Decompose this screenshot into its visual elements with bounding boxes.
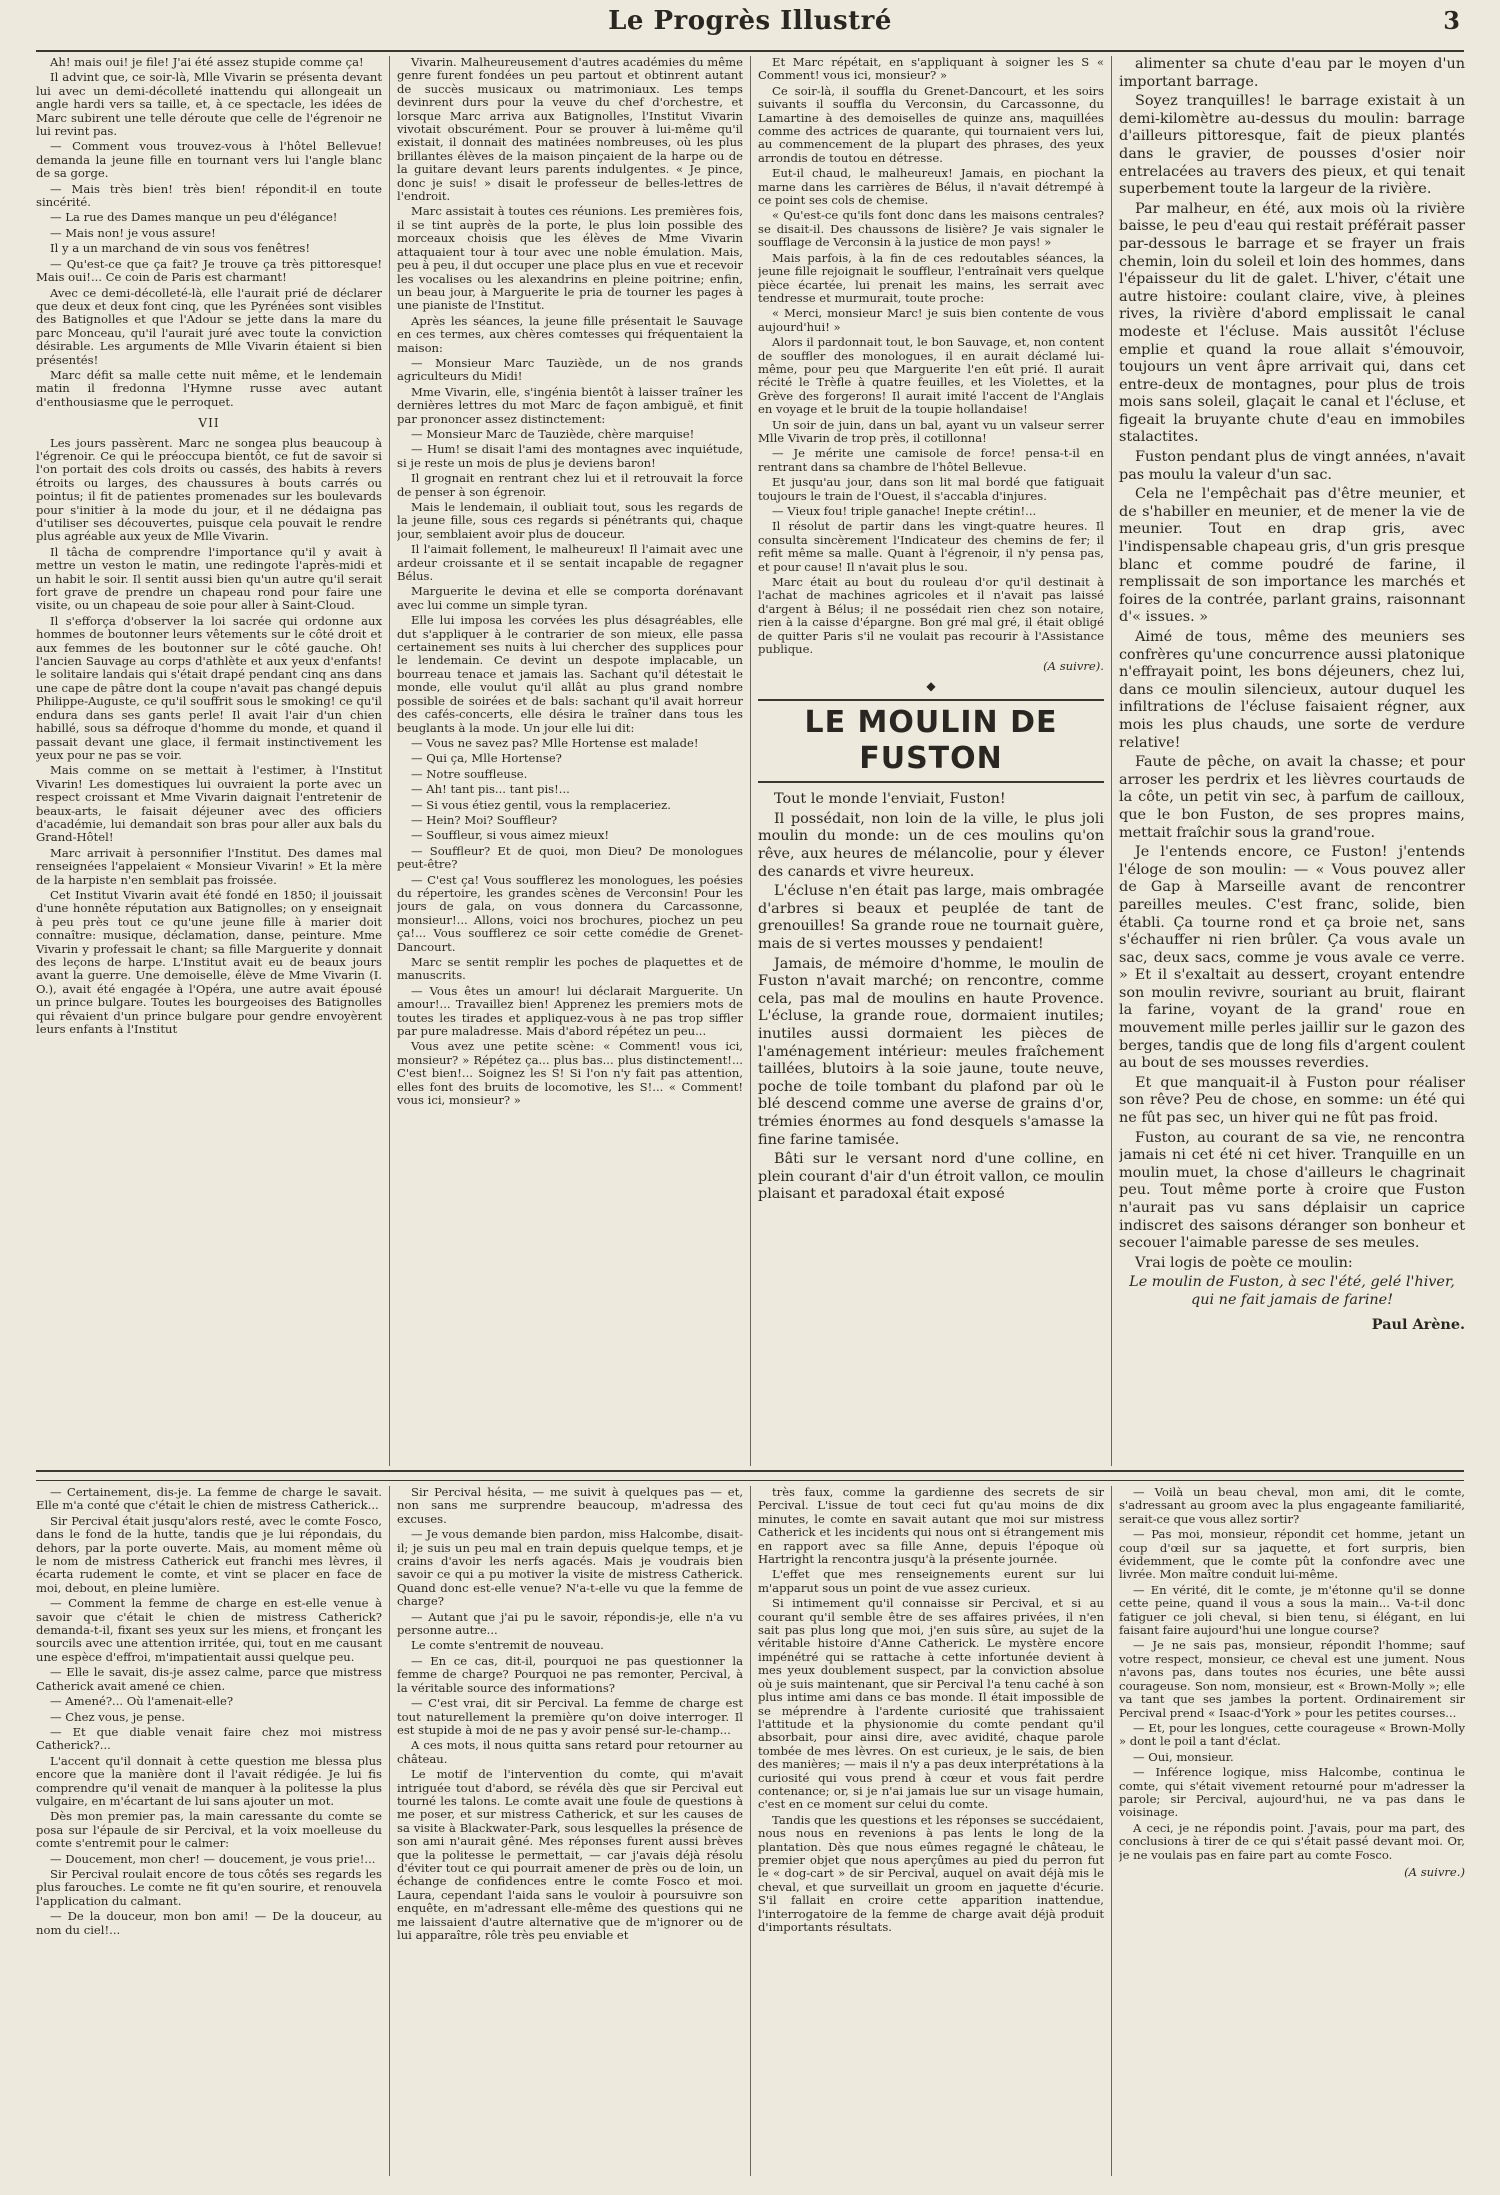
paragraph: Marc se sentit remplir les poches de plaquettes et de manuscrits. [397, 955, 743, 983]
paragraph: Marc était au bout du rouleau d'or qu'il destinait à l'achat de machines agricoles et il n'avait pas laissé d'argent à Bélus; il ne possédait rien chez son notaire, rien à la caisse d'épargne. Bon gré mal gré, il était obligé de quitter Paris s'il ne voulait pas recourir à l'Assistance publique. [758, 575, 1104, 657]
feuilleton-part-4 [1119, 1486, 1465, 1862]
feature-body-continued [1119, 56, 1465, 1272]
paragraph: L'écluse n'en était pas large, mais ombragée d'arbres si beaux et peuplée de tant de grenouilles! Sa grande roue ne tournait guère, mais de si vertes mousses y pendaient! [758, 883, 1104, 953]
paragraph: Elle lui imposa les corvées les plus désagréables, elle dut s'appliquer à le contrarier de son mieux, elle passa certainement ses nuits à lui chercher des supplices pour le lendemain. Ce devint un despote implacable, un bourreau tenace et jamais las. Sachant qu'il détestait le monde, elle voulut qu'il allât au plus grand nombre possible de soirées et de bals: sachant qu'il avait horreur des cafés-concerts, elle désira le traîner dans tous les beuglants à la mode. Un jour elle lui dit: [397, 613, 743, 735]
paragraph: — Ah! tant pis... tant pis!... [411, 782, 570, 797]
top-column-4 [1119, 56, 1465, 1466]
paragraph: — Certainement, dis-je. La femme de charge le savait. Elle m'a conté que c'était le chien de mistress Catherick... [36, 1486, 382, 1513]
paragraph: « Merci, monsieur Marc! je suis bien contente de vous aujourd'hui! » [758, 306, 1104, 334]
paragraph: — C'est vrai, dit sir Percival. La femme de charge est tout naturellement la première qu'on doive interroger. Il est stupide à moi de ne pas y avoir pensé sur-le-champ... [397, 1696, 743, 1737]
paragraph: Dès mon premier pas, la main caressante du comte se posa sur l'épaule de sir Percival, et la voix moelleuse du comte s'entremit pour le calmer: [36, 1809, 382, 1851]
bottom-band [36, 1486, 1464, 2176]
paragraph: Jamais, de mémoire d'homme, le moulin de Fuston n'avait marché; on rencontre, comme cela, pas mal de moulins en haute Provence. L'écluse, la grande roue, dormaient inutiles; inutiles aussi dormaient les pièces de l'aménagement intérieur: meules fraîchement taillées, blutoirs à la soie jaune, toute neuve, poche de toile tombant du plafond par où le blé descend comme une averse de grains d'or, trémies énormes au fond desquels s'amasse la fine farine tamisée. [758, 955, 1104, 1148]
paragraph: — Amené?... Où l'amenait-elle? [50, 1694, 234, 1709]
feature-body [758, 791, 1104, 1204]
paragraph: — Vous êtes un amour! lui déclarait Marguerite. Un amour!... Travaillez bien! Apprenez les premiers mots de toutes les tirades et appliquez-vous à ne pas trop siffler par pure maladresse. Mais d'abord répétez un peu... [397, 983, 743, 1039]
paragraph: très faux, comme la gardienne des secrets de sir Percival. L'issue de tout ceci fut qu'au moins de dix minutes, le comte en savait autant que moi sur mistress Catherick et les incidents qui nous ont si étrangement mis en rapport avec sa fille Anne, depuis l'époque où Hartright la rencontra jusqu'à la présente journée. [758, 1486, 1104, 1567]
paragraph: — Qui ça, Mlle Hortense? [411, 751, 562, 766]
to-be-continued: (A suivre.) [1404, 1864, 1465, 1879]
feuilleton-part-3 [758, 1486, 1104, 1934]
paragraph: Cela ne l'empêchait pas d'être meunier, et de s'habiller en meunier, et de mener la vie de meunier. Tout en drap gris, avec l'indispensable chapeau gris, d'un gris presque blanc et comme poudré de farine, il remplissait de son importance les marchés et foires de la contrée, parlant grains, raisonnant d'« issues. » [1119, 486, 1465, 626]
paragraph: — Hein? Moi? Souffleur? [411, 812, 558, 827]
newspaper-title: Le Progrès Illustré [608, 6, 892, 36]
paragraph: — Doucement, mon cher! — doucement, je vous prie!... [50, 1851, 376, 1866]
column-rule [1111, 1486, 1112, 2176]
top-column-2 [397, 56, 743, 1466]
paragraph: Fuston, au courant de sa vie, ne rencontra jamais ni cet été ni cet hiver. Tranquille en un moulin muet, la chose d'ailleurs le chagrinait peu. Tout même porte à croire que Fuston n'aurait pas vu sans déplaisir un caprice indiscret des saisons déranger son bonheur et secouer l'aimable paresse de ses meules. [1119, 1129, 1465, 1252]
paragraph: Sir Percival hésita, — me suivit à quelques pas — et, non sans me surprendre beaucoup, m'adressa des excuses. [397, 1486, 743, 1526]
column-rule [750, 1486, 751, 2176]
top-band [36, 56, 1464, 1466]
page-number: 3 [1443, 6, 1460, 35]
paragraph: Vrai logis de poète ce moulin: [1135, 1254, 1353, 1271]
column-rule [389, 56, 390, 1466]
paragraph: Je l'entends encore, ce Fuston! j'entends l'éloge de son moulin: — « Vous pouvez aller de Gap à Marseille avant de rencontrer pareilles meules. C'est franc, solide, bien établi. Ça tourne rond et ça broie net, sans s'échauffer ni rien brûler. Ça vous avale un sac, deux sacs, comme je vous avale ce verre. » Et il s'exaltait au dessert, croyant entendre son moulin revivre, souriant au bruit, flairant la farine, voyant de la grand' roue en mouvement mille perles jaillir sur le gazon des berges, tandis que de long fils d'argent coulent au bout de ses mousses reverdies. [1119, 844, 1465, 1072]
paragraph: Si intimement qu'il connaisse sir Percival, et si au courant qu'il semble être de ses affaires privées, il n'en sait pas plus long que moi, j'en suis sûre, au sujet de la véritable histoire d'Anne Catherick. Le mystère encore impénétré qui se rattache à cette infortunée devient à mes yeux doublement suspect, par la conviction absolue où je suis maintenant, que sir Percival l'a tenu caché à son plus intime ami dans ce bas monde. Il était impossible de se méprendre à l'ardente curiosité que trahissaient l'attitude et la physionomie du comte pendant qu'il absorbait, pour ainsi dire, avec avidité, chaque parole tombée de mes lèvres. On est curieux, je le sais, de bien des manières; — mais il n'y a pas deux interprétations à la curiosité qui vous prend à cœur et vous fait perdre contenance; or, si je n'ai jamais lue sur un visage humain, c'est en ce moment sur celui du comte. [758, 1596, 1104, 1812]
bottom-column-3 [758, 1486, 1104, 2176]
paragraph: alimenter sa chute d'eau par le moyen d'un important barrage. [1119, 56, 1465, 90]
paragraph: Il grognait en rentrant chez lui et il retrouvait la force de penser à son égrenoir. [397, 471, 743, 499]
paragraph: Le motif de l'intervention du comte, qui m'avait intriguée tout d'abord, se révéla dès que sir Percival eut tourné les talons. Le comte avait une foule de questions à me poser, et sur mistress Catherick, et sur les causes de sa visite à Blackwater-Park, sous lesquelles la présence de son ami n'aurait gêné. Mes réponses furent aussi brèves que la politesse le permettait, — car j'avais déjà résolu d'éviter tout ce qui pourrait amener de près ou de loin, un échange de confidences entre le comte Fosco et moi. Laura, cependant l'aida sans le vouloir à poursuivre son enquête, en m'adressant elle-même des questions qui ne me laissaient d'autre alternative que de m'ignorer ou de lui apparaître, rôle très peu enviable et [397, 1767, 743, 1942]
paragraph: Ah! mais oui! je file! J'ai été assez stupide comme ça! [50, 56, 364, 69]
paragraph: Tout le monde l'enviait, Fuston! [774, 791, 1006, 808]
paragraph: Et jusqu'au jour, dans son lit mal bordé que fatiguait toujours le train de l'Ouest, il s'accabla d'injures. [758, 475, 1104, 503]
paragraph: Bâti sur le versant nord d'une colline, en plein courant d'air d'un étroit vallon, ce moulin plaisant et paradoxal était exposé [758, 1151, 1104, 1203]
paragraph: — Souffleur, si vous aimez mieux! [411, 828, 610, 843]
paragraph: Marc arrivait à personnifier l'Institut. Des dames mal renseignées l'appelaient « Monsieur Vivarin! » Et la mère de la harpiste n'en semblait pas froissée. [36, 845, 382, 887]
paragraph: — Je mérite une camisole de force! pensa-t-il en rentrant dans sa chambre de l'hôtel Bellevue. [758, 446, 1104, 474]
serial-continuation [397, 56, 743, 1107]
paragraph: — Comment la femme de charge en est-elle venue à savoir que c'était le chien de mistress Catherick? demanda-t-il, fixant ses yeux sur les miens, et fronçant les sourcils avec une attention irritée, qui, tout en me causant une espèce d'effroi, m'impatientait aussi quelque peu. [36, 1596, 382, 1664]
paragraph: — De la douceur, mon bon ami! — De la douceur, au nom du ciel!... [36, 1909, 382, 1937]
paragraph: Aimé de tous, même des meuniers ses confrères qu'une concurrence aussi platonique n'effrayait point, les bons déjeuners, chez lui, dans ce moulin silencieux, autour duquel les infiltrations de l'écluse faisaient régner, aux mois les plus chauds, une sorte de verdure relative! [1119, 629, 1465, 751]
paragraph: — Notre souffleuse. [411, 766, 528, 781]
paragraph: Par malheur, en été, aux mois où la rivière baisse, le peu d'eau qui restait préférait passer par-dessous le barrage et se frayer un frais chemin, loin du soleil et loin des hommes, dans l'épaisseur du lit de galet. L'hiver, c'était une autre histoire: coulant claire, vive, à pleines rives, la rivière d'abord emplissait le canal modeste et l'écluse. Mais aussitôt l'écluse emplie et quand la roue allait s'émouvoir, toujours un vent âpre arrivait qui, dans cet entre-deux de montagnes, pour plus de trois mois sans soleil, glaçait le canal et l'écluse, et figeait la bruyante chute d'eau en immobiles stalactites. [1119, 200, 1465, 446]
paragraph: Tandis que les questions et les réponses se succédaient, nous nous en revenions à pas lents le long de la plantation. Dès que nous eûmes regagné le château, le premier objet que nous aperçûmes au pied du perron fut le « dog-cart » de sir Percival, auquel on avait déjà mis le cheval, et que surveillait un groom en jaquette d'écurie. S'il fallait en croire cette apparition inattendue, l'interrogatoire de la femme de charge avait déjà produit d'importants résultats. [758, 1812, 1104, 1934]
paragraph: A ces mots, il nous quitta sans retard pour retourner au château. [397, 1738, 743, 1766]
paragraph: — Comment vous trouvez-vous à l'hôtel Bellevue! demanda la jeune fille en tournant vers lui l'angle blanc de sa gorge. [36, 139, 382, 181]
paragraph: Fuston pendant plus de vingt années, n'avait pas moulu la valeur d'un sac. [1119, 449, 1465, 483]
paragraph: — Je vous demande bien pardon, miss Halcombe, disait-il; je suis un peu mal en train depuis quelque temps, et je crains d'avoir les nerfs agacés. Mais je voudrais bien savoir ce qui a pu motiver la visite de mistress Catherick. Quand donc est-elle venue? N'a-t-elle vu que la femme de charge? [397, 1527, 743, 1609]
paragraph: — En ce cas, dit-il, pourquoi ne pas questionner la femme de charge? Pourquoi ne pas remonter, Percival, à la véritable source des informations? [397, 1653, 743, 1695]
paragraph: — Mais très bien! très bien! répondit-il en toute sincérité. [36, 181, 382, 210]
feature-verse: Le moulin de Fuston, à sec l'été, gelé l'hiver, qui ne fait jamais de farine! [1129, 1274, 1455, 1308]
paragraph: Sir Percival était jusqu'alors resté, avec le comte Fosco, dans le fond de la hutte, tandis que je lui répondais, du dehors, par la porte ouverte. Mais, au moment même où le nom de mistress Catherick eut franchi mes lèvres, il écarta rudement le comte, et vint se placer en face de moi, debout, en pleine lumière. [36, 1513, 382, 1595]
paragraph: Et Marc répétait, en s'appliquant à soigner les S « Comment! vous ici, monsieur? » [758, 56, 1104, 83]
chapter-heading: VII [198, 416, 220, 431]
paragraph: Avec ce demi-décolleté-là, elle l'aurait prié de déclarer que deux et deux font cinq, que les Pyrénées sont visibles des Batignolles et que l'Adour se jette dans la mare du parc Monceau, qu'il l'aurait juré avec toute la conviction désirable. Les arguments de Mlle Vivarin étaient si bien présentés! [36, 285, 382, 367]
column-rule [750, 56, 751, 1466]
paragraph: Il possédait, non loin de la ville, le plus joli moulin du monde: un de ces moulins qu'on rêve, aux heures de mélancolie, pour y élever des canards et vivre heureux. [758, 810, 1104, 880]
paragraph: — Je ne sais pas, monsieur, répondit l'homme; sauf votre respect, monsieur, ce cheval est une jument. Nous n'avons pas, dans toutes nos écuries, une bête aussi courageuse. Son nom, monsieur, est « Brown-Molly »; elle va tant que ses jambes la portent. Ordinairement sir Percival prend « Isaac-d'York » pour les petites courses... [1119, 1638, 1465, 1720]
feuilleton-part-2 [397, 1486, 743, 1942]
paragraph: L'accent qu'il donnait à cette question me blessa plus encore que la manière dont il l'avait rédigée. Je lui fis comprendre qu'il venait de manquer à la politesse la plus vulgaire, en m'écartant de lui sans ajouter un mot. [36, 1753, 382, 1808]
paragraph: Vous avez une petite scène: « Comment! vous ici, monsieur? » Répétez ça... plus bas... plus distinctement!... C'est bien!... Soignez les S! Si l'on n'y fait pas attention, elles font des bruits de locomotive, les S!... « Comment! vous ici, monsieur? » [397, 1039, 743, 1108]
paragraph: « Qu'est-ce qu'ils font donc dans les maisons centrales? se disait-il. Des chaussons de lisière? Je vais signaler le soufflage de Verconsin à la justice de mon pays! » [758, 208, 1104, 250]
bottom-column-1 [36, 1486, 382, 2176]
paragraph: — Souffleur? Et de quoi, mon Dieu? De monologues peut-être? [397, 843, 743, 872]
paragraph: — En vérité, dit le comte, je m'étonne qu'il se donne cette peine, quand il vous a sous la main... Va-t-il donc fatiguer ce joli cheval, si bien tenu, si élégant, en lui faisant faire aujourd'hui une longue course? [1119, 1582, 1465, 1638]
feature-headline: LE MOULIN DE FUSTON [758, 699, 1104, 783]
paragraph: — Hum! se disait l'ami des montagnes avec inquiétude, si je reste un mois de plus je deviens baron! [397, 442, 743, 470]
paragraph: Ce soir-là, il souffla du Grenet-Dancourt, et les soirs suivants il souffla du Verconsin, du Carcassonne, du Lamartine à des demoiselles de quinze ans, maquillées comme des actrices de quarante, qui tournaient vers lui, au commencement de la plupart des phrases, des yeux arrondis de toutou en détresse. [758, 83, 1104, 165]
paragraph: A ceci, je ne répondis point. J'avais, pour ma part, des conclusions à tirer de ce qui s'était passé devant moi. Or, je ne voulais pas en faire part au comte Fosco. [1119, 1820, 1465, 1862]
paragraph: — Si vous étiez gentil, vous la remplaceriez. [411, 797, 671, 812]
paragraph: — Et, pour les longues, cette courageuse « Brown-Molly » dont le poil a tant d'éclat. [1119, 1720, 1465, 1749]
paragraph: — Monsieur Marc de Tauziède, chère marquise! [411, 426, 695, 441]
serial-part-1 [36, 56, 382, 409]
paragraph: Eut-il chaud, le malheureux! Jamais, en piochant la marne dans les carrières de Bélus, il n'avait détrempé à ce point ses cols de chemise. [758, 166, 1104, 208]
paragraph: — Inférence logique, miss Halcombe, continua le comte, qui s'était vivement retourné pour m'adresser la parole; sir Percival, aujourd'hui, ne va pas dans le voisinage. [1119, 1765, 1465, 1820]
paragraph: Marguerite le devina et elle se comporta dorénavant avec lui comme un simple tyran. [397, 584, 743, 612]
paragraph: Le comte s'entremit de nouveau. [411, 1638, 604, 1653]
paragraph: L'effet que mes renseignements eurent sur lui m'apparut sous un point de vue assez curieux. [758, 1567, 1104, 1595]
author-signature: Paul Arène. [1371, 1315, 1465, 1333]
bottom-column-4 [1119, 1486, 1465, 2176]
paragraph: — Monsieur Marc Tauziède, un de nos grands agriculteurs du Midi! [397, 355, 743, 384]
paragraph: Il advint que, ce soir-là, Mlle Vivarin se présenta devant lui avec un demi-décolleté inattendu qui allongeait un angle hardi vers sa taille, et, à ce spectacle, les idées de Marc subirent une telle déroute que celle de l'égrenoir ne lui revint pas. [36, 70, 382, 139]
serial-ending [758, 56, 1104, 656]
column-rule [1111, 56, 1112, 1466]
paragraph: Mais parfois, à la fin de ces redoutables séances, la jeune fille rejoignait le souffleur, l'entraînait vers quelque pièce écartée, lui prenait les mains, les serrait avec tendresse et murmurait, toute proche: [758, 250, 1104, 305]
paragraph: Vivarin. Malheureusement d'autres académies du même genre furent fondées un peu partout et obtinrent autant de succès musicaux ou matrimoniaux. Les temps devinrent durs pour la veuve du chef d'orchestre, et lorsque Marc arriva aux Batignolles, l'Institut Vivarin vivotait obscurément. Pour se prouver à lui-même qu'il existait, il donnait des matinées nombreuses, où les plus brillantes élèves de la maison pinçaient de la harpe ou de la guitare devant leurs parents indulgentes. « Je pince, donc je suis! » disait le professeur de belles-lettres de l'endroit. [397, 56, 743, 204]
paragraph: — Chez vous, je pense. [50, 1709, 185, 1724]
paragraph: Il résolut de partir dans les vingt-quatre heures. Il consulta sincèrement l'Indicateur des chemins de fer; il refit même sa malle. Quant à l'égrenoir, il n'y pensa pas, et pour cause! Il n'avait plus le sou. [758, 519, 1104, 574]
paragraph: — Voilà un beau cheval, mon ami, dit le comte, s'adressant au groom avec la plus engageante familiarité, serait-ce que vous allez sortir? [1119, 1486, 1465, 1526]
section-divider [36, 1470, 1464, 1481]
paragraph: Mais le lendemain, il oubliait tout, sous les regards de la jeune fille, sous ces regards si pénétrants qui, chaque jour, semblaient avoir plus de douceur. [397, 500, 743, 541]
paragraph: Cet Institut Vivarin avait été fondé en 1850; il jouissait d'une honnête réputation aux Batignolles; on y enseignait à peu près tout ce qu'une jeune fille à marier doit connaître: musique, déclamation, danse, peinture. Mme Vivarin y professait le chant; sa fille Marguerite y donnait des leçons de harpe. L'Institut avait eu de beaux jours avant la guerre. Une demoiselle, élève de Mme Vivarin (I. O.), avait été engagée à l'Opéra, une autre avait épousé un prince bulgare. Toutes les bourgeoises des Batignolles qui rêvaient d'un prince bulgare pour gendre envoyèrent leurs enfants à l'Institut [36, 887, 382, 1037]
to-be-continued: (A suivre). [1043, 659, 1104, 674]
paragraph: — C'est ça! Vous soufflerez les monologues, les poésies du répertoire, les grandes scènes de Verconsin! Pour les jours de gala, on vous donnera du Carcassonne, monsieur!... Allons, voici nos brochures, piochez un peu ça!... Vous soufflerez ce soir cette comédie de Grenet-Dancourt. [397, 872, 743, 954]
paragraph: — Qu'est-ce que ça fait? Je trouve ça très pittoresque! Mais oui!... Ce coin de Paris est charmant! [36, 256, 382, 285]
paragraph: Alors il pardonnait tout, le bon Sauvage, et, non content de souffler des monologues, il en aurait déclamé lui-même, pour peu que Marguerite l'en eût prié. Il aurait récité le Trèfle à quatre feuilles, et les Violettes, et la Grève des forgerons! Il aurait imité l'accent de l'Anglais en voyage et le bruit de la toupie hollandaise! [758, 335, 1104, 417]
paragraph: Sir Percival roulait encore de tous côtés ses regards les plus farouches. Le comte ne fit qu'en sourire, et renouvela l'application du calmant. [36, 1866, 382, 1908]
paragraph: Marc assistait à toutes ces réunions. Les premières fois, il se tint auprès de la porte, le plus loin possible des morceaux choisis que les élèves de Mme Vivarin attaquaient tour à tour avec une noble émulation. Mais, peu à peu, il dut occuper une place plus en vue et recevoir les vocalises ou les alexandrins en pleine poitrine; enfin, un beau jour, à Marguerite le pria de tourner les pages à une pianiste de l'Institut. [397, 204, 743, 313]
paragraph: Et que manquait-il à Fuston pour réaliser son rêve? Peu de chose, en somme: un été qui ne fût pas sec, un hiver qui ne fût pas froid. [1119, 1074, 1465, 1127]
paragraph: Après les séances, la jeune fille présentait le Sauvage en ces termes, aux chères comtesses qui fréquentaient la maison: [397, 313, 743, 355]
masthead [36, 0, 1464, 52]
paragraph: Il tâcha de comprendre l'importance qu'il y avait à mettre un veston le matin, une redingote l'après-midi et un habit le soir. Il sentit aussi bien qu'un autre qu'il serait fort grave de prendre un chapeau rond pour faire une visite, ou un chapeau de soie pour aller à Saint-Cloud. [36, 544, 382, 613]
ornament-divider: ◆ [926, 678, 936, 693]
paragraph: — Vieux fou! triple ganache! Inepte crétin!... [772, 504, 1037, 518]
feuilleton-part-1 [36, 1486, 382, 1937]
paragraph: — Et que diable venait faire chez moi mistress Catherick?... [36, 1724, 382, 1753]
bottom-column-2 [397, 1486, 743, 2176]
serial-part-2 [36, 437, 382, 1037]
paragraph: Faute de pêche, on avait la chasse; et pour arroser les perdrix et les lièvres courtauds de la côte, un petit vin sec, à parfum de cailloux, que le bon Fuston, de ses propres mains, mettait fraîchir sous la grand'roue. [1119, 754, 1465, 841]
paragraph: — Elle le savait, dis-je assez calme, parce que mistress Catherick avait amené ce chien. [36, 1665, 382, 1693]
paragraph: — Autant que j'ai pu le savoir, répondis-je, elle n'a vu personne autre... [397, 1609, 743, 1638]
paragraph: Il y a un marchand de vin sous vos fenêtres! [50, 241, 311, 256]
paragraph: Mais comme on se mettait à l'estimer, à l'Institut Vivarin! Les domestiques lui ouvraient la porte avec un respect croissant et Mme Vivarin daignait l'entretenir de beaux-arts, le faisait déjeuner avec des officiers d'académie, lui demandait son bras pour aller aux bals du Grand-Hôtel! [36, 763, 382, 845]
paragraph: — Vous ne savez pas? Mlle Hortense est malade! [411, 735, 699, 750]
paragraph: Un soir de juin, dans un bal, ayant vu un valseur serrer Mlle Vivarin de trop près, il cotillonna! [758, 417, 1104, 445]
paragraph: Les jours passèrent. Marc ne songea plus beaucoup à l'égrenoir. Ce qui le préoccupa bientôt, ce fut de savoir si l'on portait des cols droits ou cassés, des habits à revers étroits ou larges, des chaussures à bouts carrés ou pointus; il fit de patientes promenades sur les boulevards pour s'initier à la mode du jour, et il ne dédaigna pas d'utiliser ses découvertes, puisque cela pouvait le rendre plus agréable aux yeux de Mlle Vivarin. [36, 435, 382, 544]
top-column-3 [758, 56, 1104, 1466]
paragraph: Mme Vivarin, elle, s'ingénia bientôt à laisser traîner les dernières lettres du mot Marc de façon ambiguë, et finit par prononcer assez distinctement: [397, 384, 743, 426]
paragraph: Il s'efforça d'observer la loi sacrée qui ordonne aux hommes de boutonner leurs vêtements sur le côté droit et aux femmes de les boutonner sur le côté gauche. Oh! l'ancien Sauvage au corps d'athlète et aux yeux d'enfants! le solitaire landais qui s'était drapé pendant cinq ans dans une cape de pâtre dont la coupe n'avait pas changé depuis Philippe-Auguste, ce qu'il souffrit sous le smoking! ce qu'il endura dans ses gants perle! Il avait l'air d'un chien habillé, sous sa défroque d'homme du monde, et quand il passait devant une glace, il fermait instinctivement les yeux pour ne pas se voir. [36, 613, 382, 762]
paragraph: — Pas moi, monsieur, répondit cet homme, jetant un coup d'œil sur sa jaquette, et fort surpris, bien évidemment, que le comte pût la confondre avec une livrée. Mon maître conduit lui-même. [1119, 1527, 1465, 1582]
paragraph: — Oui, monsieur. [1133, 1749, 1234, 1764]
paragraph: — Mais non! je vous assure! [50, 225, 216, 240]
top-column-1 [36, 56, 382, 1466]
paragraph: Il l'aimait follement, le malheureux! Il l'aimait avec une ardeur croissante et il se sentait incapable de regagner Bélus. [397, 542, 743, 584]
paragraph: Soyez tranquilles! le barrage existait à un demi-kilomètre au-dessus du moulin: barrage d'ailleurs pittoresque, fait de pieux plantés dans le gravier, de pousses d'osier noir entrelacées au travers des pieux, et qui tenait superbement toute la largeur de la rivière. [1119, 93, 1465, 198]
paragraph: — La rue des Dames manque un peu d'élégance! [50, 210, 338, 225]
paragraph: Marc défit sa malle cette nuit même, et le lendemain matin il fredonna l'Hymne russe avec autant d'enthousiasme que le perroquet. [36, 367, 382, 409]
column-rule [389, 1486, 390, 2176]
